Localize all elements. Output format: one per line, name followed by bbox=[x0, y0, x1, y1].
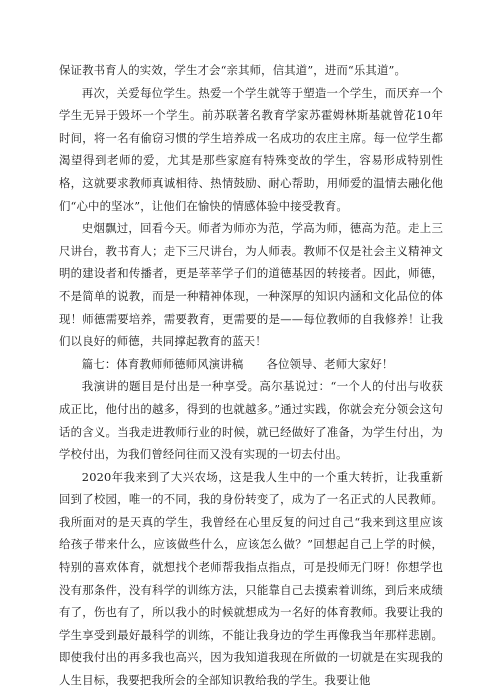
paragraph-care-for-students: 再次，关爱每位学生。热爱一个学生就等于塑造一个学生，而厌弃一个学生无异于毁坏一个学生。前苏联著名教育学家苏霍姆林斯基就曾花10年时间，将一名有偷窃习惯的学生培养成一名成功的农庄主席。每一位学生都渴望得到老师的爱，尤其是那些家庭有特殊变故的学生，容易形成特别性格，这就要求教师真诚相待、热情鼓励、耐心帮助，用师爱的温情去融化他们“心中的坚冰”，让他们在愉快的情感体验中接受教育。 bbox=[59, 85, 443, 213]
paragraph-continuation: 保证教书育人的实效，学生才会“亲其师，信其道”，进而“乐其道”。 bbox=[59, 63, 407, 77]
document-body bbox=[59, 59, 443, 692]
paragraph-speech-topic: 我演讲的题目是付出是一种享受。高尔基说过：“一个人的付出与收获成正比，他付出的越多，得到的也就越多。”通过实践，你就会充分领会这句话的含义。当我走进教师行业的时候，就已经做好了准备，为学生付出，为学校付出，为我们曾经问往而又没有实现的一切去付出。 bbox=[59, 379, 443, 462]
paragraph-2020-farm: 2020年我来到了大兴农场，这是我人生中的一个重大转折，让我重新回到了校园，唯一的不同，我的身份转变了，成为了一名正式的人民教师。我所面对的是天真的学生，我曾经在心里反复的问过自己“我来到这里应该给孩子带来什么，应该做些什么，应该怎么做？”回想起自己上学的时候，特别的喜欢体育，就想找个老师帮我指点指点，可是投师无门呀！你想学也没有那条件，没有科学的训练方法，只能靠自己去摸索着训练，到后来成绩有了，伤也有了，所以我小的时候就想成为一名好的体育教师。我要让我的学生享受到最好最科学的训练，不能让我身边的学生再像我当年那样悲剧。即使我付出的再多我也高兴，因为我知道我现在所做的一切就是在实现我的人生目标，我要把我所会的全部知识教给我的学生。我要让他 bbox=[59, 469, 443, 688]
section-heading-chapter-seven: 篇七：体育教师师德师风演讲稿 各位领导、老师大家好！ bbox=[81, 356, 394, 371]
paragraph-teacher-ethics: 史烟飘过，回看今天。师者为师亦为范，学高为师，德高为范。走上三尺讲台，教书育人；走下三尺讲台，为人师表。教师不仅是社会主义精神文明的建设者和传播者，更是莘莘学子们的道德基因的转接者。因此，师德，不是简单的说教，而是一种精神体现，一种深厚的知识内涵和文化品位的体现！师德需要培养，需要教育，更需要的是——每位教师的自我修养！让我们以良好的师德，共同撑起教育的蓝天！ bbox=[59, 221, 443, 349]
